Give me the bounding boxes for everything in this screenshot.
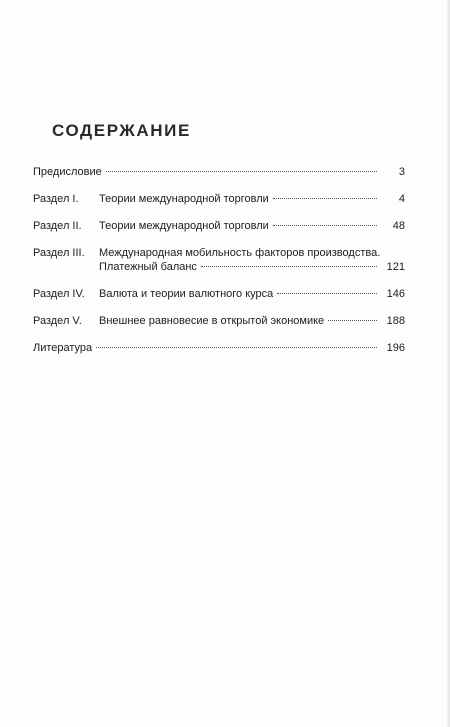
- toc-page-number: 196: [386, 342, 405, 354]
- dot-leader: [201, 265, 377, 267]
- toc-entry-label: Раздел III.: [33, 247, 85, 259]
- toc-page-number: 3: [398, 166, 405, 178]
- dot-leader: [277, 292, 377, 294]
- toc-entry-label: Раздел I.: [33, 193, 79, 205]
- toc-entry-bibliography[interactable]: [33, 341, 405, 355]
- page-title: СОДЕРЖАНИЕ: [52, 121, 191, 140]
- toc-entry-preface[interactable]: [33, 165, 405, 179]
- toc-entry-label: Раздел IV.: [33, 288, 85, 300]
- toc-entry-section-1[interactable]: [33, 192, 405, 206]
- toc-entry-title: Внешнее равновесие в открытой экономике: [99, 315, 325, 327]
- toc-page-number: 188: [386, 315, 405, 327]
- dot-leader: [273, 197, 377, 199]
- toc-entry-section-2[interactable]: [33, 219, 405, 233]
- toc-entry-section-5[interactable]: [33, 314, 405, 328]
- toc-entry-section-3[interactable]: [33, 246, 405, 274]
- dot-leader: [106, 170, 377, 172]
- toc-entry-title: Международная мобильность факторов производства.: [99, 247, 381, 259]
- toc-entry-title: Валюта и теории валютного курса: [99, 288, 274, 300]
- toc-entry-label: Предисловие: [33, 166, 102, 178]
- toc-page-number: 48: [392, 220, 405, 232]
- toc-entry-label: Раздел V.: [33, 315, 82, 327]
- toc-page-number: 4: [398, 193, 405, 205]
- table-of-contents: [33, 165, 405, 368]
- toc-page-number: 121: [386, 261, 405, 273]
- dot-leader: [328, 319, 377, 321]
- toc-entry-title-continued: Платежный баланс: [99, 261, 197, 273]
- toc-entry-title: Теории международной торговли: [99, 193, 269, 205]
- toc-entry-label: Раздел II.: [33, 220, 82, 232]
- dot-leader: [96, 346, 377, 348]
- toc-entry-title: Теории международной торговли: [99, 220, 269, 232]
- toc-page-number: 146: [386, 288, 405, 300]
- dot-leader: [273, 224, 377, 226]
- toc-entry-section-4[interactable]: [33, 287, 405, 301]
- toc-entry-label: Литература: [33, 342, 93, 354]
